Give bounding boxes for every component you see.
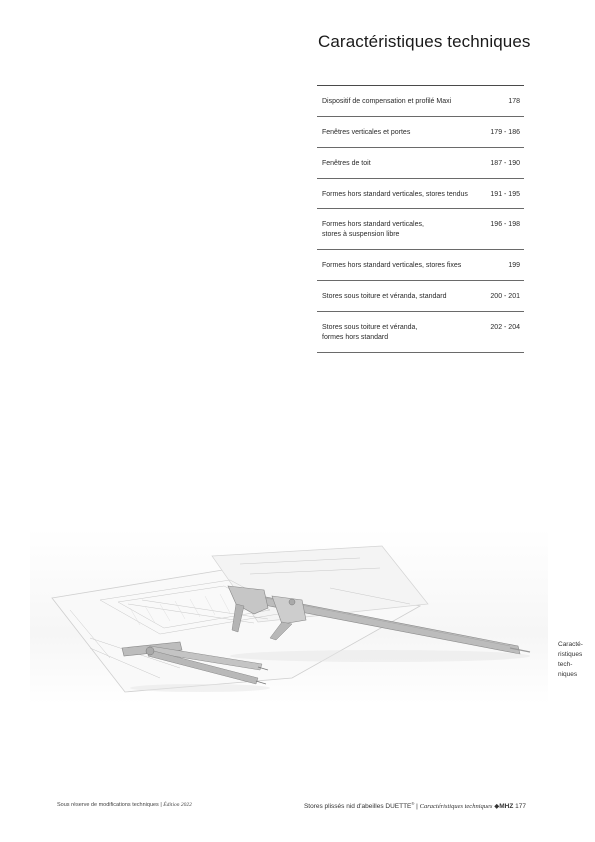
footer-right [296,801,526,810]
toc-row[interactable] [317,209,524,250]
brand-logo: MHZ [499,803,514,811]
toc-row[interactable] [317,117,524,148]
table-of-contents [317,85,524,353]
toc-row-label: Dispositif de compensation et profilé Maxi [322,98,452,105]
toc-row[interactable] [317,312,524,353]
toc-row-pages: 202 - 204 [490,324,520,331]
footer-left [57,802,192,808]
toc-row-label: Fenêtres de toit [322,160,371,167]
toc-row[interactable] [317,86,524,117]
toc-row-pages: 179 - 186 [490,129,520,136]
footer-product: Stores plissés nid d'abeilles DUETTE [303,803,412,811]
footer-separator: | [414,803,420,811]
toc-row-label: Formes hors standard verticales, stores tendus [322,191,468,198]
footer-disclaimer: Sous réserve de modifications techniques | [57,802,164,808]
technical-drawing-caliper-illustration [30,528,548,704]
diamond-icon: ◆ [494,803,500,811]
toc-row-pages: 191 - 195 [490,191,520,198]
toc-row-pages: 187 - 190 [490,160,520,167]
toc-row-label: Stores sous toiture et véranda, formes hors standard [322,324,418,341]
toc-row[interactable] [317,250,524,281]
toc-row-label: Stores sous toiture et véranda, standard [322,293,447,300]
footer-section: Caractéristiques techniques [419,803,493,811]
toc-row[interactable] [317,179,524,209]
toc-row-label: Formes hors standard verticales, stores fixes [322,262,462,269]
toc-row-pages: 200 - 201 [490,293,520,300]
toc-row-pages: 196 - 198 [490,221,520,228]
toc-row-pages: 199 [508,262,520,269]
registered-mark: ® [411,801,415,806]
toc-row-label: Fenêtres verticales et portes [322,129,411,136]
toc-row-pages: 178 [508,98,520,105]
section-side-tab[interactable]: Caracté- ristiques tech- niques [558,641,583,678]
page-title: Caractéristiques techniques [318,32,531,51]
page-number: 177 [515,803,526,811]
footer-edition: Édition 2022 [163,802,192,808]
toc-row[interactable] [317,281,524,312]
toc-row-label: Formes hors standard verticales, stores à suspension libre [322,221,424,238]
toc-row[interactable] [317,148,524,179]
